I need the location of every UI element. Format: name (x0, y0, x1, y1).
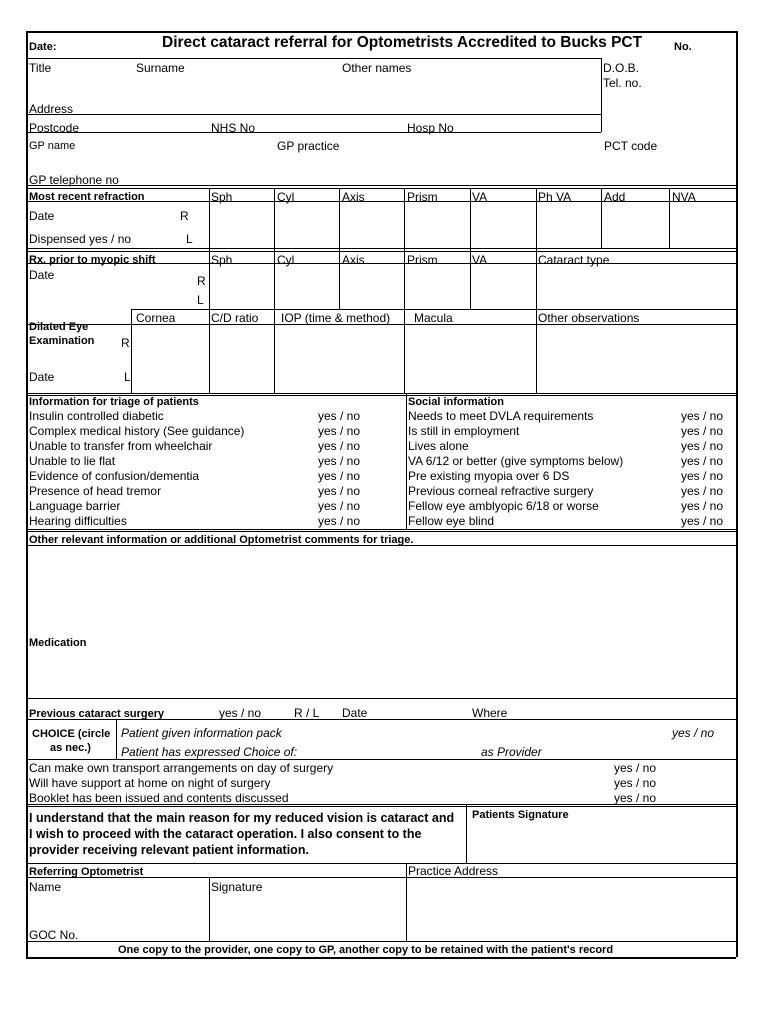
other-names-label: Other names (342, 61, 412, 75)
triage-item-label: Unable to transfer from wheelchair (29, 439, 213, 453)
myopic-col-prism: Prism (407, 253, 438, 267)
title-label: Title (29, 61, 52, 75)
social-item-yes-no[interactable]: yes / no (681, 499, 724, 513)
footer-note: One copy to the provider, one copy to GP, another copy to be retained with the patient's record (118, 944, 614, 956)
refraction-col-sph: Sph (211, 190, 233, 204)
refraction-col-va: VA (472, 190, 488, 204)
previous-surgery-label: Previous cataract surgery (29, 708, 165, 720)
social-item-label: Lives alone (408, 439, 469, 453)
pct-code-label: PCT code (604, 139, 658, 153)
social-item-yes-no[interactable]: yes / no (681, 439, 724, 453)
social-item-yes-no[interactable]: yes / no (681, 514, 724, 528)
refraction-col-prism: Prism (407, 190, 438, 204)
refraction-date-label: Date (29, 209, 55, 223)
social-item-label: Fellow eye blind (408, 514, 495, 528)
dob-label: D.O.B. (603, 61, 640, 75)
triage-item-yes-no[interactable]: yes / no (318, 454, 361, 468)
previous-surgery-where-label: Where (472, 706, 508, 720)
refraction-col-add: Add (604, 190, 626, 204)
arrangement-item-yes-no[interactable]: yes / no (614, 776, 657, 790)
triage-item-label: Hearing difficulties (29, 514, 127, 528)
cataract-type-label: Cataract type (538, 253, 610, 267)
gp-name-label: GP name (29, 140, 76, 152)
consent-line3: provider receiving relevant patient information. (29, 843, 309, 857)
arrangement-item-yes-no[interactable]: yes / no (614, 791, 657, 805)
myopic-col-axis: Axis (342, 253, 365, 267)
triage-item-label: Evidence of confusion/dementia (29, 469, 200, 483)
dilated-col-other-observations: Other observations (538, 311, 640, 325)
social-item-yes-no[interactable]: yes / no (681, 484, 724, 498)
triage-item-yes-no[interactable]: yes / no (318, 514, 361, 528)
previous-surgery-date-label: Date (342, 706, 368, 720)
triage-item-label: Insulin controlled diabetic (29, 409, 164, 423)
triage-item-yes-no[interactable]: yes / no (318, 499, 361, 513)
triage-item-yes-no[interactable]: yes / no (318, 469, 361, 483)
choice-label-line2: as nec.) (50, 742, 91, 754)
patient-signature-label: Patients Signature (472, 809, 569, 821)
myopic-col-sph: Sph (211, 253, 233, 267)
myopic-date-label: Date (29, 268, 55, 282)
optometrist-name-label: Name (29, 880, 62, 894)
triage-item-yes-no[interactable]: yes / no (318, 409, 361, 423)
form-title: Direct cataract referral for Optometrists Accredited to Bucks PCT (162, 34, 643, 51)
medication-label: Medication (29, 637, 87, 649)
dilated-col-cornea: Cornea (136, 311, 176, 325)
triage-item-yes-no[interactable]: yes / no (318, 484, 361, 498)
dispensed-label: Dispensed yes / no (29, 232, 132, 246)
triage-item-yes-no[interactable]: yes / no (318, 439, 361, 453)
comments-heading: Other relevant information or additional Optometrist comments for triage. (29, 534, 414, 546)
gp-practice-label: GP practice (277, 139, 340, 153)
arrangement-item-label: Booklet has been issued and contents discussed (29, 791, 289, 805)
dilated-heading-line2: Examination (29, 335, 95, 347)
arrangement-item-label: Will have support at home on night of surgery (29, 776, 271, 790)
date-label: Date: (29, 41, 57, 53)
refraction-col-nva: NVA (672, 190, 696, 204)
myopic-r-label: R (197, 274, 206, 288)
patient-signature-field[interactable] (472, 823, 735, 861)
refraction-l-label: L (186, 232, 193, 246)
refraction-r-label: R (180, 209, 189, 223)
social-item-label: Fellow eye amblyopic 6/18 or worse (408, 499, 599, 513)
information-pack-yes-no[interactable]: yes / no (672, 726, 715, 740)
dilated-heading-line1: Dilated Eye (29, 321, 89, 333)
comments-field[interactable] (27, 547, 735, 697)
dilated-col-iop: IOP (time & method) (281, 311, 391, 325)
social-item-label: VA 6/12 or better (give symptoms below) (408, 454, 624, 468)
refraction-col-cyl: Cyl (277, 190, 295, 204)
triage-item-label: Unable to lie flat (29, 454, 116, 468)
arrangement-item-yes-no[interactable]: yes / no (614, 761, 657, 775)
practice-address-label: Practice Address (408, 864, 499, 878)
myopic-heading: Rx. prior to myopic shift (29, 254, 156, 266)
postcode-label: Postcode (29, 121, 80, 135)
refraction-heading: Most recent refraction (29, 191, 145, 203)
myopic-col-cyl: Cyl (277, 253, 295, 267)
consent-line1: I understand that the main reason for my reduced vision is cataract and (29, 811, 455, 825)
hosp-no-label: Hosp No (407, 121, 454, 135)
social-item-yes-no[interactable]: yes / no (681, 469, 724, 483)
triage-heading: Information for triage of patients (29, 396, 199, 408)
choice-label-line1: CHOICE (circle (32, 728, 111, 740)
social-item-label: Is still in employment (408, 424, 520, 438)
tel-label: Tel. no. (603, 76, 642, 90)
arrangement-item-label: Can make own transport arrangements on day of surgery (29, 761, 334, 775)
refraction-col-ph-va: Ph VA (538, 190, 572, 204)
triage-item-label: Complex medical history (See guidance) (29, 424, 245, 438)
consent-line2: I wish to proceed with the cataract operation. I also consent to the (29, 827, 422, 841)
choice-expressed-label: Patient has expressed Choice of: (121, 745, 298, 759)
triage-item-label: Language barrier (29, 499, 121, 513)
social-item-label: Needs to meet DVLA requirements (408, 409, 594, 423)
social-item-label: Previous corneal refractive surgery (408, 484, 594, 498)
goc-number-label: GOC No. (29, 928, 79, 942)
surname-label: Surname (136, 61, 185, 75)
myopic-col-va: VA (472, 253, 488, 267)
dilated-col-cd-ratio: C/D ratio (211, 311, 259, 325)
dilated-l-label: L (124, 370, 131, 384)
number-label: No. (674, 41, 692, 53)
social-item-yes-no[interactable]: yes / no (681, 454, 724, 468)
previous-surgery-eye[interactable]: R / L (294, 706, 320, 720)
information-pack-label: Patient given information pack (121, 726, 282, 740)
triage-item-label: Presence of head tremor (29, 484, 162, 498)
dilated-col-macula: Macula (414, 311, 453, 325)
previous-surgery-yes-no[interactable]: yes / no (219, 706, 262, 720)
nhs-no-label: NHS No (211, 121, 256, 135)
optometrist-heading: Referring Optometrist (29, 866, 144, 878)
referral-form (26, 31, 736, 957)
myopic-l-label: L (197, 293, 204, 307)
gp-telephone-label: GP telephone no (29, 173, 119, 187)
as-provider-label: as Provider (481, 745, 542, 759)
optometrist-signature-label: Signature (211, 880, 263, 894)
social-item-yes-no[interactable]: yes / no (681, 409, 724, 423)
refraction-col-axis: Axis (342, 190, 365, 204)
social-item-yes-no[interactable]: yes / no (681, 424, 724, 438)
dilated-date-label: Date (29, 370, 55, 384)
social-heading: Social information (408, 396, 504, 408)
social-item-label: Pre existing myopia over 6 DS (408, 469, 570, 483)
triage-item-yes-no[interactable]: yes / no (318, 424, 361, 438)
address-label: Address (29, 102, 74, 116)
dilated-r-label: R (121, 336, 130, 350)
